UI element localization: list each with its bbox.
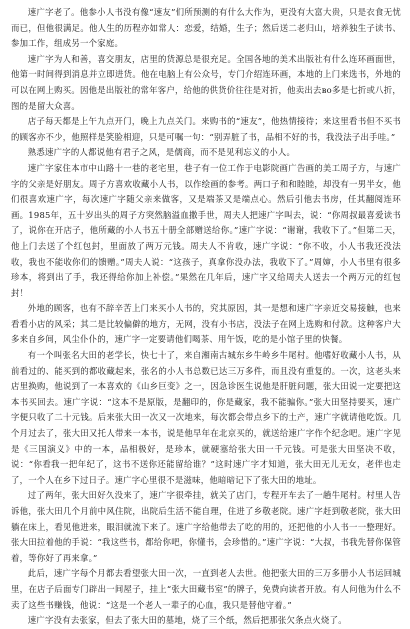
paragraph: 过了两年，张大田好久没来了，速广字很牵挂，就关了店门，专程开车去了一趟牛尾村。村里人告诉他，张大田几个月前中风住院，出院后生活不能自理，住进了乡敬老院。速广字赶到敬老院，张大田躺在床上，看见他进来，眼泪就流下来了。速广字给他带去了吃的用的，还把他的小人书一一整理好。张大田拉着他的手说：“我这些书，都给你吧，你懂书，会珍惜的。”速广字说：“大叔，书我先替你保管着，等你好了再来拿。” xyxy=(11,490,401,563)
paragraph: 外地的顾客，也有不辞辛苦上门来买小人书的，究其原因，其一是想和速广字亲近交易接触，也来看看小店的风采；其二是比较偏僻的地方，无网，没有小书店，没法子在网上选购和付款。这种客户大多来自乡间，风尘仆仆的，速广字一定要请他们喝茶、用午饭，吃的是小馆子里的快餐。 xyxy=(11,303,401,345)
paragraph: 店子每天都是上午九点开门，晚上九点关门。来购书的“速友”，他热情接待；来这里看书但不买书的顾客亦不少，他照样是笑脸相迎，只是可嘱一句：“别弄脏了书，品相不好的书，我没法子出手哇。” xyxy=(11,116,401,142)
paragraph: 有一个叫张名大田的老学长，快七十了，来自湘南古城东乡牛岭乡牛尾村。他嗜好收藏小人书，从前看过的、能买到的都收藏起来，张名的小人书总数已达三万多件，而且没有重复的。一次，这老头来店里换购，他说到了一本喜欢的《山乡巨变》之一，因急诊医生说他是肝脏问题，张大田说一定要把这本书买回去。速广字说：“这本不是原版，是翻印的，你是藏家，我不能骗你。”张大田坚持要买，速广字便只收了二十元钱。后来张大田一次又一次地来，每次都会带点乡下的土产，速广字就请他吃饭。几个月过去了，张大田又托人带来一本书，说是他早年在北京买的，就送给速广字作个纪念吧。速广字见是《三国演义》中的一本，品相极好，是珍本，就硬塞给张大田一千元钱。可是张大田坚决不收，说：“你看我一把年纪了，这书不送你还能留给谁？”这时速广字才知道，张大田无儿无女，老伴也走了，一个人在乡下过日子。速广字心里很不是滋味，他暗暗记下了张大田的地址。 xyxy=(11,350,401,485)
paragraph: 此后，速广字每个月都去看望张大田一次，一直到老人去世。他把张大田的三万多册小人书运回城里，在店子后面专门辟出一间屋子，挂上“张大田藏书室”的牌子，免费向读者开放。有人问他为什么不卖了这些书赚钱，他说：“这是一个老人一辈子的心血，我只是替他守着。” xyxy=(11,568,401,610)
paragraph: 熟悉速广字的人都说他有君子之风，是儒商，而不是见利忘义的小人。 xyxy=(27,147,296,158)
paragraph: 速广字家住本市中山路十一巷的老宅里，巷子有一位工作于电影院画广告画的美工周子方，与速广字的父亲是好朋友。周子方喜欢收藏小人书，以作绘画的参考。两口子和和睦睦，却没有一男半女，他们很喜欢速广字，每次速广字随父亲来做客，又是端茶又是端点心。然后引他去书房，任其翻阅连环画。1985年，五十岁出头的周子方突然脑溢血撒手世，周夫人把速广字叫去，说：“你周叔最喜爱读书了，说你在开店子，他所藏的小人书五十册全部赠送给你。”速广字说：“谢谢，我收下了。”但第二天，他上门去送了个红包封，里面放了两万元钱。周夫人不肯收，速广字说：“你不收，小人书我还没法收，我也不能收你们的馈赠。”周夫人说：“这孩子，真拿你没办法，我收下了。”周婶，小人书里有很多珍本，将到出了手，我还得给你加上补偿。”果然在几年后，速广字又给周夫人送去一个两万元的红包封！ xyxy=(11,162,401,298)
paragraph: 速广字老了。他参小人书没有像“速友”们所预测的有什么大作为，更没有大富大贵，只是衣食无忧而已，但他很满足。他人生的历程亦如常人：恋爱，结婚，生子；然后送二老归山，培养独生子读书、参加工作，组成另一个家庭。 xyxy=(11,7,401,49)
paragraph: 速广字为人和善，喜交朋友，店里的货源总是很充足。全国各地的美术出版社有什么连环画面世，他第一时间得到消息并立即进货。他在电脑上有公众号，专门介绍连环画，本地的上门来选书，外地的可以在网上购买。因他是出版社的常年客户，给他的供货价往往是对折，他卖出去во多是七折或八折，图的是留大众喜。 xyxy=(11,53,401,111)
paragraph: 速广字没有去张家，但去了张大田的墓地，烧了三个纸，然后把那张欠条点火烧了。 xyxy=(27,615,347,626)
